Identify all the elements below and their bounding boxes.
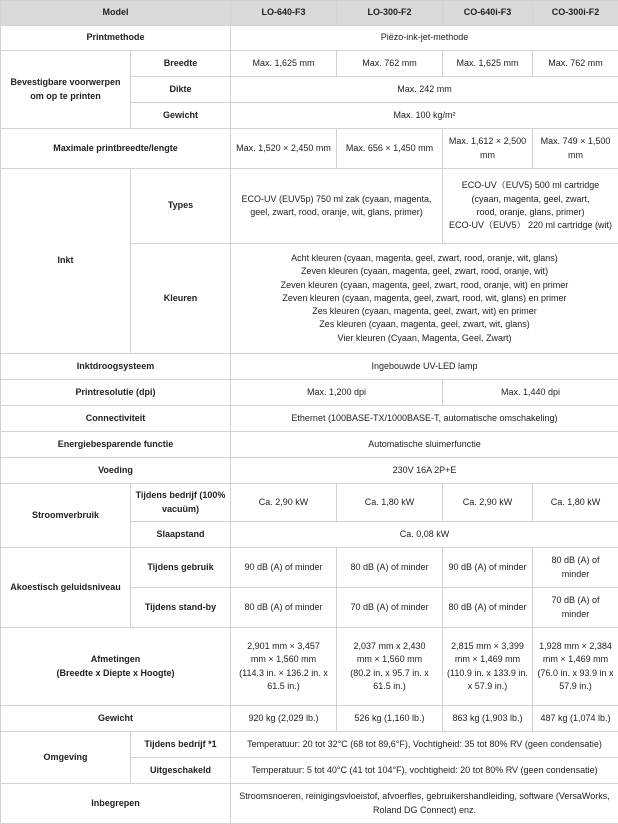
media-weight-value: Max. 100 kg/m² — [231, 103, 618, 129]
media-width-label: Breedte — [131, 51, 231, 77]
header-model-co-300i-f2: CO-300i-F2 — [533, 1, 618, 26]
environment-operating-value: Temperatuur: 20 tot 32°C (68 tot 89,6°F), Vochtigheid: 35 tot 80% RV (geen condensatie) — [231, 732, 618, 758]
power-operating-value: Ca. 1,80 kW — [533, 484, 618, 522]
header-model-lo-640-f3: LO-640-F3 — [231, 1, 337, 26]
printmethod-value: Piëzo-ink-jet-methode — [231, 26, 618, 51]
weight-value: 487 kg (1,074 lb.) — [533, 706, 618, 732]
media-thickness-label: Dikte — [131, 77, 231, 103]
row-power-operating — [1, 484, 618, 522]
power-sleep-label: Slaapstand — [131, 522, 231, 548]
row-max-print — [1, 129, 618, 169]
power-consumption-label: Stroomverbruik — [1, 484, 131, 548]
power-supply-value: 230V 16A 2P+E — [231, 458, 618, 484]
noise-standby-value: 70 dB (A) of minder — [533, 588, 618, 628]
media-width-value: Max. 1,625 mm — [443, 51, 533, 77]
dimensions-value: 1,928 mm × 2,384 mm × 1,469 mm (76.0 in. x 93.9 in x 57.9 in.) — [533, 628, 618, 706]
noise-use-value: 90 dB (A) of minder — [443, 548, 533, 588]
environment-operating-label: Tijdens bedrijf *1 — [131, 732, 231, 758]
power-operating-value: Ca. 2,90 kW — [443, 484, 533, 522]
environment-label: Omgeving — [1, 732, 131, 784]
row-media-width — [1, 51, 618, 77]
row-drying — [1, 354, 618, 380]
max-print-value: Max. 1,520 × 2,450 mm — [231, 129, 337, 169]
environment-off-value: Temperatuur: 5 tot 40°C (41 tot 104°F), vochtigheid: 20 tot 80% RV (geen condensatie) — [231, 758, 618, 784]
noise-use-value: 90 dB (A) of minder — [231, 548, 337, 588]
noise-use-label: Tijdens gebruik — [131, 548, 231, 588]
row-energy — [1, 432, 618, 458]
ink-colors-value: Acht kleuren (cyaan, magenta, geel, zwart, rood, oranje, wit, glans) Zeven kleuren (cyaan, magenta, geel, zwart, rood, oranje, wit) Zeven kleuren (cyaan, magenta, geel, zwart, rood, oranje, wit) en primer Zeven kleuren (cyaan, magenta, geel, zwart, rood, wit, glans) en primer Zes kleuren (cyaan, magenta, geel, zwart, wit) en primer Zes kleuren (cyaan, magenta, geel, zwart, wit, glans) Vier kleuren (Cyaan, Magenta, Geel, Zwart) — [231, 244, 618, 354]
row-noise-use — [1, 548, 618, 588]
resolution-lo-value: Max. 1,200 dpi — [231, 380, 443, 406]
drying-value: Ingebouwde UV-LED lamp — [231, 354, 618, 380]
noise-use-value: 80 dB (A) of minder — [533, 548, 618, 588]
printmethod-label: Printmethode — [1, 26, 231, 51]
environment-off-label: Uitgeschakeld — [131, 758, 231, 784]
row-power-supply — [1, 458, 618, 484]
power-operating-value: Ca. 1,80 kW — [337, 484, 443, 522]
weight-label: Gewicht — [1, 706, 231, 732]
power-supply-label: Voeding — [1, 458, 231, 484]
power-operating-value: Ca. 2,90 kW — [231, 484, 337, 522]
included-value: Stroomsnoeren, reinigingsvloeistof, afvoerfles, gebruikershandleiding, software (VersaWorks, Roland DG Connect) enz. — [231, 784, 618, 824]
row-ink-types — [1, 169, 618, 244]
row-printmethod — [1, 26, 618, 51]
ink-types-co-value: ECO-UV（EUV5) 500 ml cartridge (cyaan, magenta, geel, zwart, rood, oranje, glans, primer) ECO-UV（EUV5） 220 ml cartridge (wit) — [443, 169, 618, 244]
energy-label: Energiebesparende functie — [1, 432, 231, 458]
dimensions-value: 2,815 mm × 3,399 mm × 1,469 mm (110.9 in. x 133.9 in. x 57.9 in.) — [443, 628, 533, 706]
dimensions-value: 2,037 mm x 2,430 mm × 1,560 mm (80.2 in. x 95.7 in. x 61.5 in.) — [337, 628, 443, 706]
weight-value: 526 kg (1,160 lb.) — [337, 706, 443, 732]
row-weight — [1, 706, 618, 732]
ink-label: Inkt — [1, 169, 131, 354]
included-label: Inbegrepen — [1, 784, 231, 824]
noise-standby-value: 80 dB (A) of minder — [443, 588, 533, 628]
ink-colors-label: Kleuren — [131, 244, 231, 354]
max-print-value: Max. 1,612 × 2,500 mm — [443, 129, 533, 169]
power-sleep-value: Ca. 0,08 kW — [231, 522, 618, 548]
drying-label: Inktdroogsysteem — [1, 354, 231, 380]
header-model-lo-300-f2: LO-300-F2 — [337, 1, 443, 26]
header-model: Model — [1, 1, 231, 26]
connectivity-label: Connectiviteit — [1, 406, 231, 432]
resolution-co-value: Max. 1,440 dpi — [443, 380, 618, 406]
noise-label: Akoestisch geluidsniveau — [1, 548, 131, 628]
noise-standby-value: 70 dB (A) of minder — [337, 588, 443, 628]
dimensions-value: 2,901 mm × 3,457 mm × 1,560 mm (114.3 in. × 136.2 in. x 61.5 in.) — [231, 628, 337, 706]
dimensions-label: Afmetingen (Breedte x Diepte x Hoogte) — [1, 628, 231, 706]
power-operating-label: Tijdens bedrijf (100% vacuüm) — [131, 484, 231, 522]
max-print-value: Max. 749 × 1,500 mm — [533, 129, 618, 169]
media-width-value: Max. 1,625 mm — [231, 51, 337, 77]
media-width-value: Max. 762 mm — [337, 51, 443, 77]
media-weight-label: Gewicht — [131, 103, 231, 129]
noise-standby-value: 80 dB (A) of minder — [231, 588, 337, 628]
media-thickness-value: Max. 242 mm — [231, 77, 618, 103]
media-label: Bevestigbare voorwerpen om op te printen — [1, 51, 131, 129]
ink-types-label: Types — [131, 169, 231, 244]
header-row — [1, 1, 618, 26]
row-resolution — [1, 380, 618, 406]
noise-use-value: 80 dB (A) of minder — [337, 548, 443, 588]
row-environment-operating — [1, 732, 618, 758]
weight-value: 920 kg (2,029 lb.) — [231, 706, 337, 732]
connectivity-value: Ethernet (100BASE-TX/1000BASE-T, automatische omschakeling) — [231, 406, 618, 432]
row-connectivity — [1, 406, 618, 432]
energy-value: Automatische sluimerfunctie — [231, 432, 618, 458]
header-model-co-640i-f3: CO-640i-F3 — [443, 1, 533, 26]
noise-standby-label: Tijdens stand-by — [131, 588, 231, 628]
ink-types-lo-value: ECO-UV (EUV5p) 750 ml zak (cyaan, magenta, geel, zwart, rood, oranje, wit, glans, primer) — [231, 169, 443, 244]
row-dimensions — [1, 628, 618, 706]
weight-value: 863 kg (1,903 lb.) — [443, 706, 533, 732]
max-print-label: Maximale printbreedte/lengte — [1, 129, 231, 169]
max-print-value: Max. 656 × 1,450 mm — [337, 129, 443, 169]
resolution-label: Printresolutie (dpi) — [1, 380, 231, 406]
media-width-value: Max. 762 mm — [533, 51, 618, 77]
